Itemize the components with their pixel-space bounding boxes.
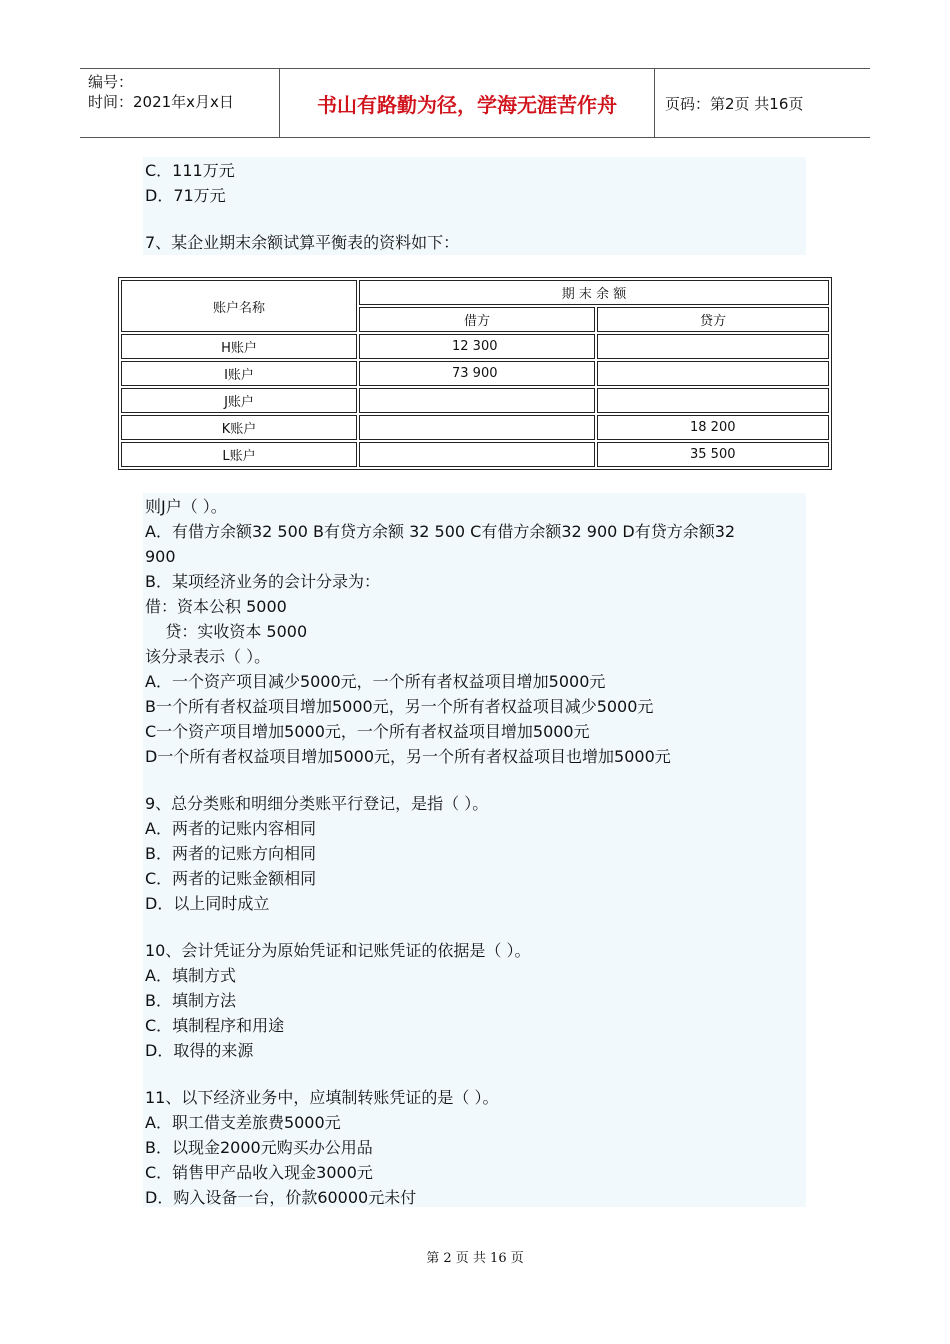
option-a: A．一个资产项目减少5000元，一个所有者权益项目增加5000元 (145, 672, 606, 691)
debit-value (359, 388, 595, 413)
credit-value (597, 361, 829, 386)
option-b: B．两者的记账方向相同 (145, 844, 316, 863)
question-11: 11、以下经济业务中，应填制转账凭证的是（ ）。 (145, 1088, 499, 1107)
options-j-cont: 900 (145, 547, 176, 566)
question-8: B．某项经济业务的会计分录为： (145, 572, 380, 591)
debit-value: 12 300 (359, 334, 595, 359)
option-c: C．填制程序和用途 (145, 1016, 285, 1035)
page-footer: 第 2 页 共 16 页 (426, 1251, 524, 1266)
option-c: C一个资产项目增加5000元，一个所有者权益项目增加5000元 (145, 722, 590, 741)
page-header (80, 68, 870, 138)
header-meta (80, 69, 280, 137)
table-row (121, 334, 829, 359)
question-9: 9、总分类账和明细分类账平行登记，是指（ ）。 (145, 794, 489, 813)
credit-value (597, 334, 829, 359)
credit-value: 35 500 (597, 442, 829, 467)
option-c: C．111万元 (145, 161, 235, 180)
account-name: H账户 (121, 334, 357, 359)
date-label: 时间：2021年x月x日 (88, 93, 234, 111)
table-row (121, 361, 829, 386)
table-row (121, 442, 829, 467)
trial-balance-table (118, 277, 832, 470)
option-d: D．以上同时成立 (145, 894, 270, 913)
option-b: B一个所有者权益项目增加5000元，另一个所有者权益项目减少5000元 (145, 697, 654, 716)
option-c: C．两者的记账金额相同 (145, 869, 317, 888)
option-a: A．职工借支差旅费5000元 (145, 1113, 341, 1132)
option-d: D．购入设备一台，价款60000元未付 (145, 1188, 417, 1207)
option-b: B．填制方法 (145, 991, 236, 1010)
question-j-stem: 则J户（ ）。 (145, 497, 227, 516)
account-name: I账户 (121, 361, 357, 386)
header-page-info: 页码：第2页 共16页 (665, 94, 804, 113)
question-8-ask: 该分录表示（ ）。 (145, 647, 271, 666)
credit-value: 18 200 (597, 415, 829, 440)
header-motto: 书山有路勤为径，学海无涯苦作舟 (280, 69, 655, 137)
table-row (121, 415, 829, 440)
option-a: A．两者的记账内容相同 (145, 819, 316, 838)
account-name: K账户 (121, 415, 357, 440)
credit-value (597, 388, 829, 413)
account-name: L账户 (121, 442, 357, 467)
table-header-account: 账户名称 (121, 280, 357, 332)
debit-value: 73 900 (359, 361, 595, 386)
question-10: 10、会计凭证分为原始凭证和记账凭证的依据是（ ）。 (145, 941, 531, 960)
table-row (121, 388, 829, 413)
entry-credit: 贷：实收资本 5000 (145, 622, 308, 641)
account-name: J账户 (121, 388, 357, 413)
option-a: A．填制方式 (145, 966, 236, 985)
table-header-credit: 贷方 (597, 307, 829, 332)
table-header-period-end: 期 末 余 额 (359, 280, 829, 305)
entry-debit: 借：资本公积 5000 (145, 597, 287, 616)
option-c: C．销售甲产品收入现金3000元 (145, 1163, 373, 1182)
option-b: B．以现金2000元购买办公用品 (145, 1138, 373, 1157)
code-label: 编号： (88, 73, 134, 91)
options-j: A．有借方余额32 500 B有贷方余额 32 500 C有借方余额32 900 D有贷方余额32 (145, 522, 736, 541)
debit-value (359, 442, 595, 467)
option-d: D．取得的来源 (145, 1041, 254, 1060)
question-7: 7、某企业期末余额试算平衡表的资料如下： (145, 233, 460, 252)
debit-value (359, 415, 595, 440)
table-header-debit: 借方 (359, 307, 595, 332)
option-d: D．71万元 (145, 186, 226, 205)
option-d: D一个所有者权益项目增加5000元，另一个所有者权益项目也增加5000元 (145, 747, 671, 766)
